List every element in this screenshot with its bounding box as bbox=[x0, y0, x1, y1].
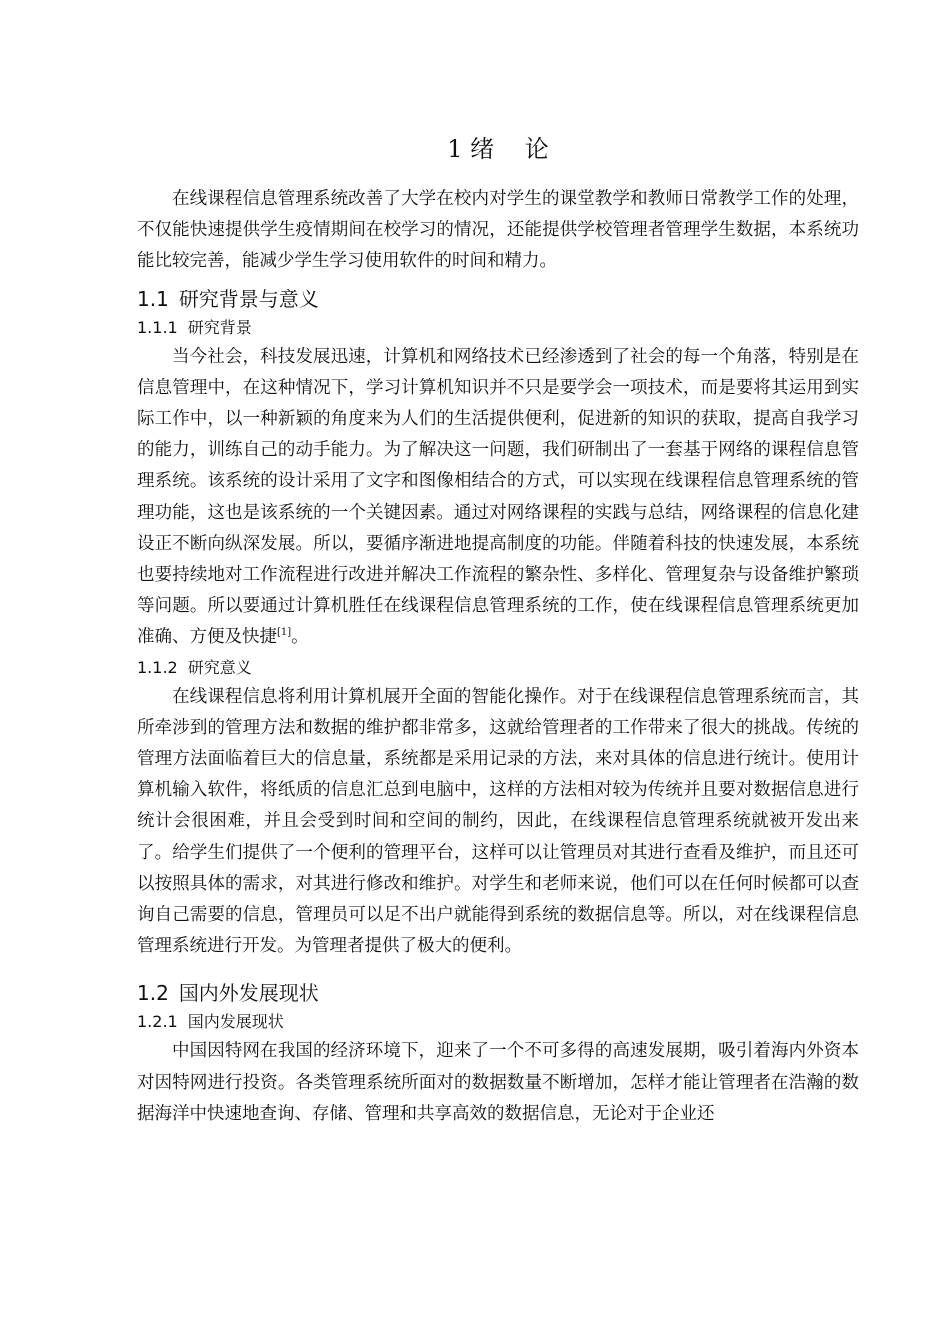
subsection-number: 1.1.2 bbox=[137, 657, 178, 677]
intro-paragraph: 在线课程信息管理系统改善了大学在校内对学生的课堂教学和教师日常教学工作的处理，不仅能快速提供学生疫情期间在校学习的情况，还能提供学校管理者管理学生数据，本系统功能比较完善，能减少学生学习使用软件的时间和精力。 bbox=[137, 189, 859, 272]
subsection-title: 研究背景 bbox=[187, 317, 252, 337]
subsection-title: 国内发展现状 bbox=[187, 1012, 284, 1032]
subsection-title: 研究意义 bbox=[187, 657, 252, 677]
subsection-heading-1-1-1 bbox=[137, 314, 859, 342]
subsection-number: 1.2.1 bbox=[137, 1012, 178, 1032]
paragraph-end: 。 bbox=[291, 627, 309, 648]
page-content bbox=[137, 132, 859, 1130]
paragraph-text: 当今社会，科技发展迅速，计算机和网络技术已经渗透到了社会的每一个角落，特别是在信息管理中，在这种情况下，学习计算机知识并不只是要学会一项技术，而是要将其运用到实际工作中，以一种新颖的角度来为人们的生活提供便利，促进新的知识的获取，提高自我学习的能力，训练自己的动手能力。为了解决这一问题，我们研制出了一套基于网络的课程信息管理系统。该系统的设计采用了文字和图像相结合的方式，可以实现在线课程信息管理系统的管理功能，这也是该系统的一个关键因素。通过对网络课程的实践与总结，网络课程的信息化建设正不断向纵深发展。所以，要循序渐进地提高制度的功能。伴随着科技的快速发展，本系统也要持续地对工作流程进行改进并解决工作流程的繁杂性、多样化、管理复杂与设备维护繁琐等问题。所以要通过计算机胜任在线课程信息管理系统的工作，使在线课程信息管理系统更加准确、方便及快捷 bbox=[137, 346, 859, 648]
domestic-status-paragraph: 中国因特网在我国的经济环境下，迎来了一个不可多得的高速发展期，吸引着海内外资本对因特网进行投资。各类管理系统所面对的数据数量不断增加，怎样才能让管理者在浩瀚的数据海洋中快速地查询、存储、管理和共享高效的数据信息，无论对于企业还 bbox=[137, 1041, 859, 1124]
section-number: 1.1 bbox=[137, 286, 169, 311]
section-heading-1-1 bbox=[137, 284, 859, 314]
citation-marker: [1] bbox=[277, 627, 292, 639]
research-background-paragraph bbox=[137, 342, 859, 654]
chapter-title: 1 绪 论 bbox=[447, 135, 549, 163]
subsection-heading-1-1-2 bbox=[137, 654, 859, 682]
subsection-number: 1.1.1 bbox=[137, 317, 178, 337]
section-title: 研究背景与意义 bbox=[178, 286, 319, 311]
section-heading-1-2 bbox=[137, 978, 859, 1008]
section-title: 国内外发展现状 bbox=[178, 981, 319, 1006]
subsection-heading-1-2-1 bbox=[137, 1008, 859, 1036]
section-number: 1.2 bbox=[137, 981, 169, 1006]
research-significance-paragraph: 在线课程信息将利用计算机展开全面的智能化操作。对于在线课程信息管理系统而言，其所牵涉到的管理方法和数据的维护都非常多，这就给管理者的工作带来了很大的挑战。传统的管理方法面临着巨大的信息量，系统都是采用记录的方法，来对具体的信息进行统计。使用计算机输入软件，将纸质的信息汇总到电脑中，这样的方法相对较为传统并且要对数据信息进行统计会很困难，并且会受到时间和空间的制约，因此，在线课程信息管理系统就被开发出来了。给学生们提供了一个便利的管理平台，这样可以让管理员对其进行查看及维护，而且还可以按照具体的需求，对其进行修改和维护。对学生和老师来说，他们可以在任何时候都可以查询自己需要的信息，管理员可以足不出户就能得到系统的数据信息等。所以，对在线课程信息管理系统进行开发。为管理者提供了极大的便利。 bbox=[137, 686, 859, 957]
